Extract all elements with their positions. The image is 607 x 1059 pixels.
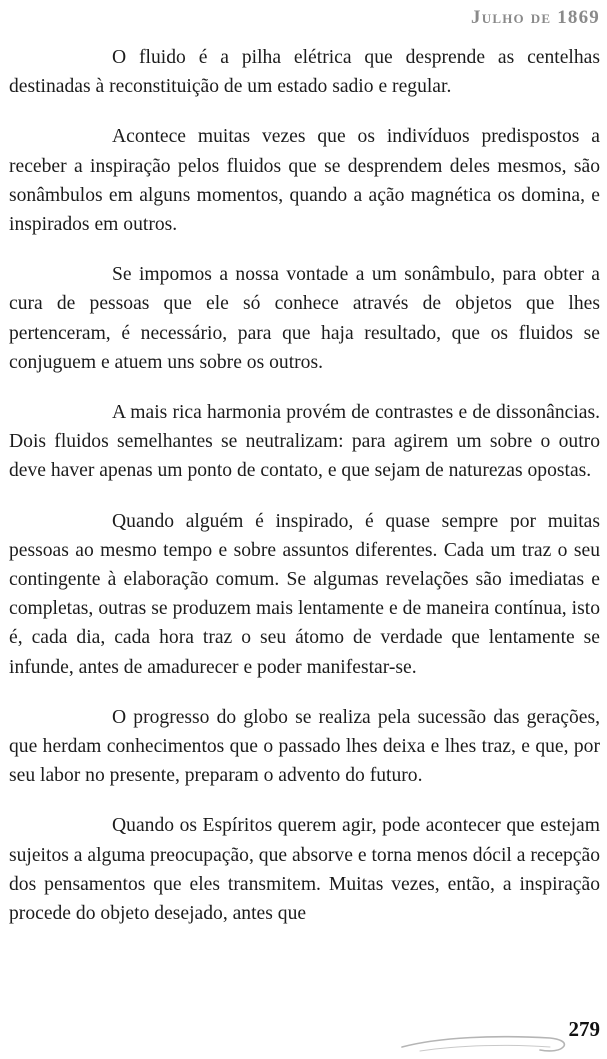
flourish-ornament-icon: [400, 1025, 570, 1055]
page-body: [9, 43, 600, 949]
page-number: 279: [568, 1017, 600, 1041]
paragraph: Acontece muitas vezes que os indivíduos predispostos a receber a inspiração pelos fluidos que se desprendem deles mesmos, são sonâmbulos em alguns momentos, quando a ação magnética os domina, e inspirados em outros.: [9, 126, 600, 236]
paragraph: Quando os Espíritos querem agir, pode acontecer que estejam sujeitos a alguma preocupação, que absorve e torna menos dócil a recepção dos pensamentos que eles transmitem. Muitas vezes, então, a inspiração procede do objeto desejado, antes que: [9, 815, 600, 925]
paragraph: A mais rica harmonia provém de contrastes e de dissonâncias. Dois fluidos semelhantes se neutralizam: para agirem um sobre o outro deve haver apenas um ponto de contato, e que sejam de naturezas opostas.: [9, 402, 600, 482]
paragraph: Se impomos a nossa vontade a um sonâmbulo, para obter a cura de pessoas que ele só conhece através de objetos que lhes pertenceram, é necessário, para que haja resultado, que os fluidos se conjuguem e atuem uns sobre os outros.: [9, 264, 600, 373]
paragraph: O progresso do globo se realiza pela sucessão das gerações, que herdam conhecimentos que o passado lhes deixa e lhes traz, e que, por seu labor no presente, preparam o advento do futuro.: [9, 706, 600, 787]
running-header: Julho de 1869: [471, 7, 600, 28]
paragraph: Quando alguém é inspirado, é quase sempre por muitas pessoas ao mesmo tempo e sobre assuntos diferentes. Cada um traz o seu contingente à elaboração comum. Se algumas revelações são imediatas e completas, outras se produzem mais lentamente e de maneira contínua, isto é, cada dia, cada hora traz o seu átomo de verdade que lentamente se infunde, antes de amadurecer e poder manifestar-se.: [9, 510, 600, 678]
paragraph: O fluido é a pilha elétrica que desprende as centelhas destinadas à reconstituição de um estado sadio e regular.: [9, 47, 600, 98]
